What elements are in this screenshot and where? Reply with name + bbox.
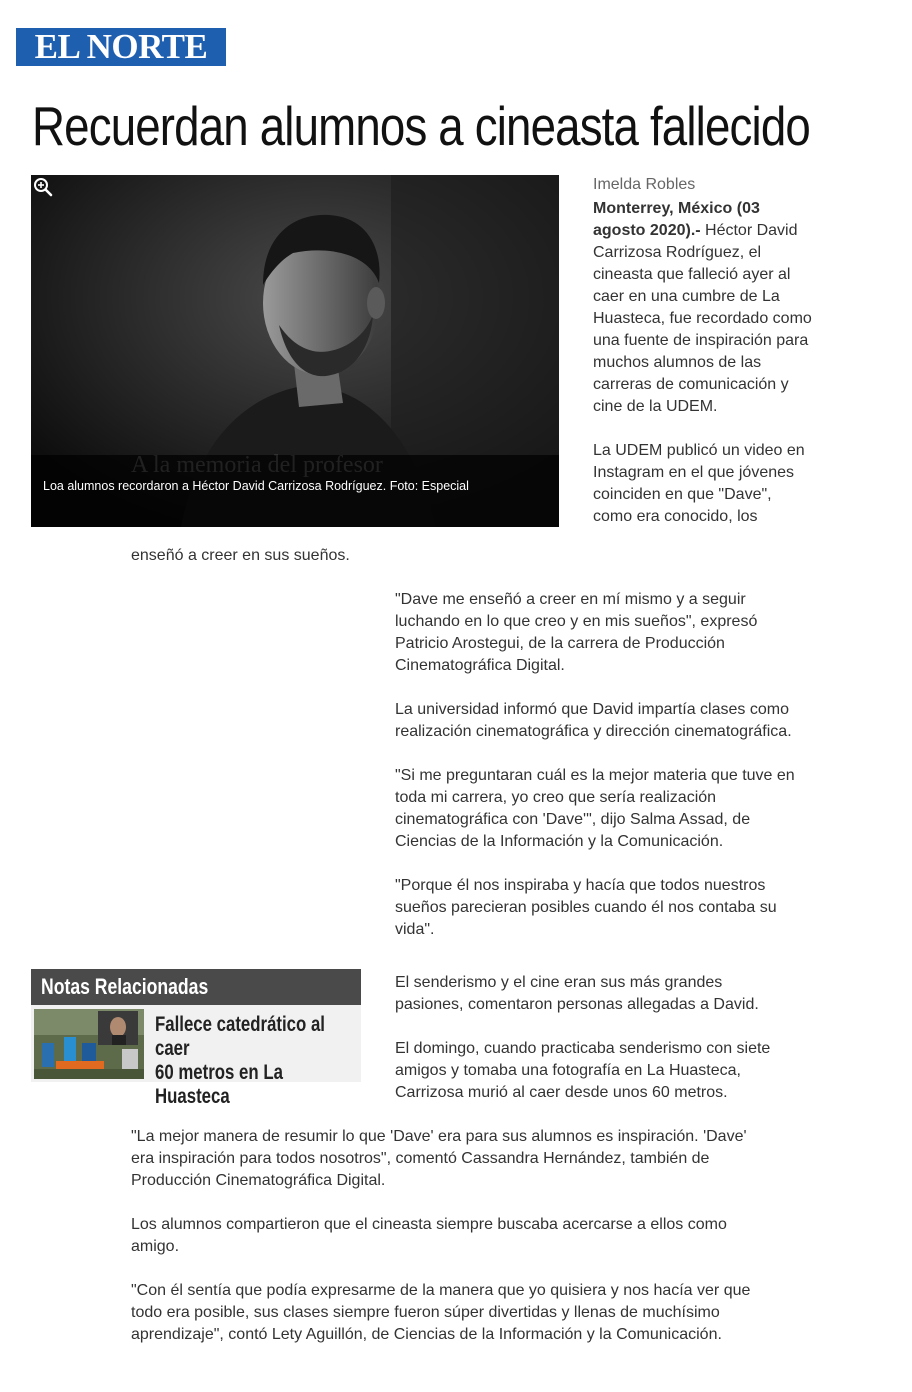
paragraph-5 <box>395 765 865 853</box>
p8-line: amigos y tomaba una fotografía en La Huasteca, <box>395 1062 741 1079</box>
paragraph-11 <box>131 1280 871 1346</box>
p8-line: Carrizosa murió al caer desde unos 60 metros. <box>395 1084 728 1101</box>
p2-line: coinciden en que "Dave", <box>593 486 772 503</box>
related-notes <box>31 969 361 1108</box>
p2-line: como era conocido, los <box>593 508 758 525</box>
paragraph-4 <box>395 699 865 743</box>
p6-line: vida". <box>395 921 435 938</box>
paragraph-3 <box>395 589 865 677</box>
related-notes-heading: Notas Relacionadas <box>41 974 209 999</box>
p1-line: muchos alumnos de las <box>593 354 762 371</box>
p9-line: Producción Cinematográfica Digital. <box>131 1172 386 1189</box>
p10-line: amigo. <box>131 1238 180 1255</box>
p7-line: pasiones, comentaron personas allegadas a David. <box>395 996 759 1013</box>
p7-line: El senderismo y el cine eran sus más grandes <box>395 974 723 991</box>
p8-line: El domingo, cuando practicaba senderismo con siete <box>395 1040 771 1057</box>
p2-line: Instagram en el que jóvenes <box>593 464 795 481</box>
related-title-line: 60 metros en La Huasteca <box>155 1061 283 1108</box>
paragraph-1 <box>593 198 853 418</box>
p1-line: una fuente de inspiración para <box>593 332 809 349</box>
p5-line: Ciencias de la Información y la Comunicación. <box>395 833 724 850</box>
p1-line: Huasteca, fue recordado como <box>593 310 812 327</box>
paragraph-7 <box>395 972 865 1016</box>
p2-line: La UDEM publicó un video en <box>593 442 805 459</box>
related-title-line: Fallece catedrático al caer <box>155 1013 325 1060</box>
p11-line: todo era posible, sus clases siempre fueron súper divertidas y llenas de muchísimo <box>131 1304 720 1321</box>
paragraph-9 <box>131 1126 871 1192</box>
p1-line: cine de la UDEM. <box>593 398 718 415</box>
photo-caption: Loa alumnos recordaron a Héctor David Carrizosa Rodríguez. Foto: Especial <box>43 479 469 493</box>
zoom-in-icon[interactable] <box>31 175 55 199</box>
p10-line: Los alumnos compartieron que el cineasta siempre buscaba acercarse a ellos como <box>131 1216 727 1233</box>
paragraph-6 <box>395 875 865 941</box>
related-thumbnail[interactable] <box>34 1009 144 1079</box>
related-item-title[interactable] <box>155 1013 355 1109</box>
paragraph-10 <box>131 1214 871 1258</box>
p3-line: "Dave me enseñó a creer en mí mismo y a seguir <box>395 591 746 608</box>
article-photo[interactable] <box>31 175 559 527</box>
p1-line: Carrizosa Rodríguez, el <box>593 244 762 261</box>
p6-line: sueños parecieran posibles cuando él nos contaba su <box>395 899 777 916</box>
p1-line: cineasta que falleció ayer al <box>593 266 791 283</box>
byline: Imelda Robles <box>593 176 696 193</box>
p11-line: aprendizaje", contó Lety Aguillón, de Ciencias de la Información y la Comunicación. <box>131 1326 722 1343</box>
p9-line: "La mejor manera de resumir lo que 'Dave' era para sus alumnos es inspiración. 'Dave' <box>131 1128 747 1145</box>
paragraph-2 <box>593 440 853 528</box>
p3-line: Cinematográfica Digital. <box>395 657 565 674</box>
dateline: Monterrey, México (03 agosto 2020).- <box>593 200 760 239</box>
related-notes-header <box>31 969 361 1005</box>
p1-line: carreras de comunicación y <box>593 376 789 393</box>
p11-line: "Con él sentía que podía expresarme de la manera que yo quisiera y nos hacía ver que <box>131 1282 751 1299</box>
p5-line: "Si me preguntaran cuál es la mejor materia que tuve en <box>395 767 795 784</box>
brand-logo[interactable]: EL NORTE <box>16 28 226 66</box>
p4-line: La universidad informó que David impartía clases como <box>395 701 789 718</box>
p9-line: era inspiración para todos nosotros", comentó Cassandra Hernández, también de <box>131 1150 710 1167</box>
p1-line: Héctor David <box>705 222 798 239</box>
rescue-scene-image <box>34 1009 144 1079</box>
paragraph-2-tail: enseñó a creer en sus sueños. <box>131 547 350 564</box>
p5-line: toda mi carrera, yo creo que sería realización <box>395 789 717 806</box>
p6-line: "Porque él nos inspiraba y hacía que todos nuestros <box>395 877 766 894</box>
article-headline: Recuerdan alumnos a cineasta fallecido <box>32 95 810 157</box>
paragraph-8 <box>395 1038 865 1104</box>
p1-line: caer en una cumbre de La <box>593 288 780 305</box>
p5-line: cinematográfica con 'Dave'", dijo Salma Assad, de <box>395 811 751 828</box>
p4-line: realización cinematográfica y dirección cinematográfica. <box>395 723 792 740</box>
p3-line: luchando en lo que creo y en mis sueños", expresó <box>395 613 758 630</box>
p3-line: Patricio Arostegui, de la carrera de Producción <box>395 635 725 652</box>
